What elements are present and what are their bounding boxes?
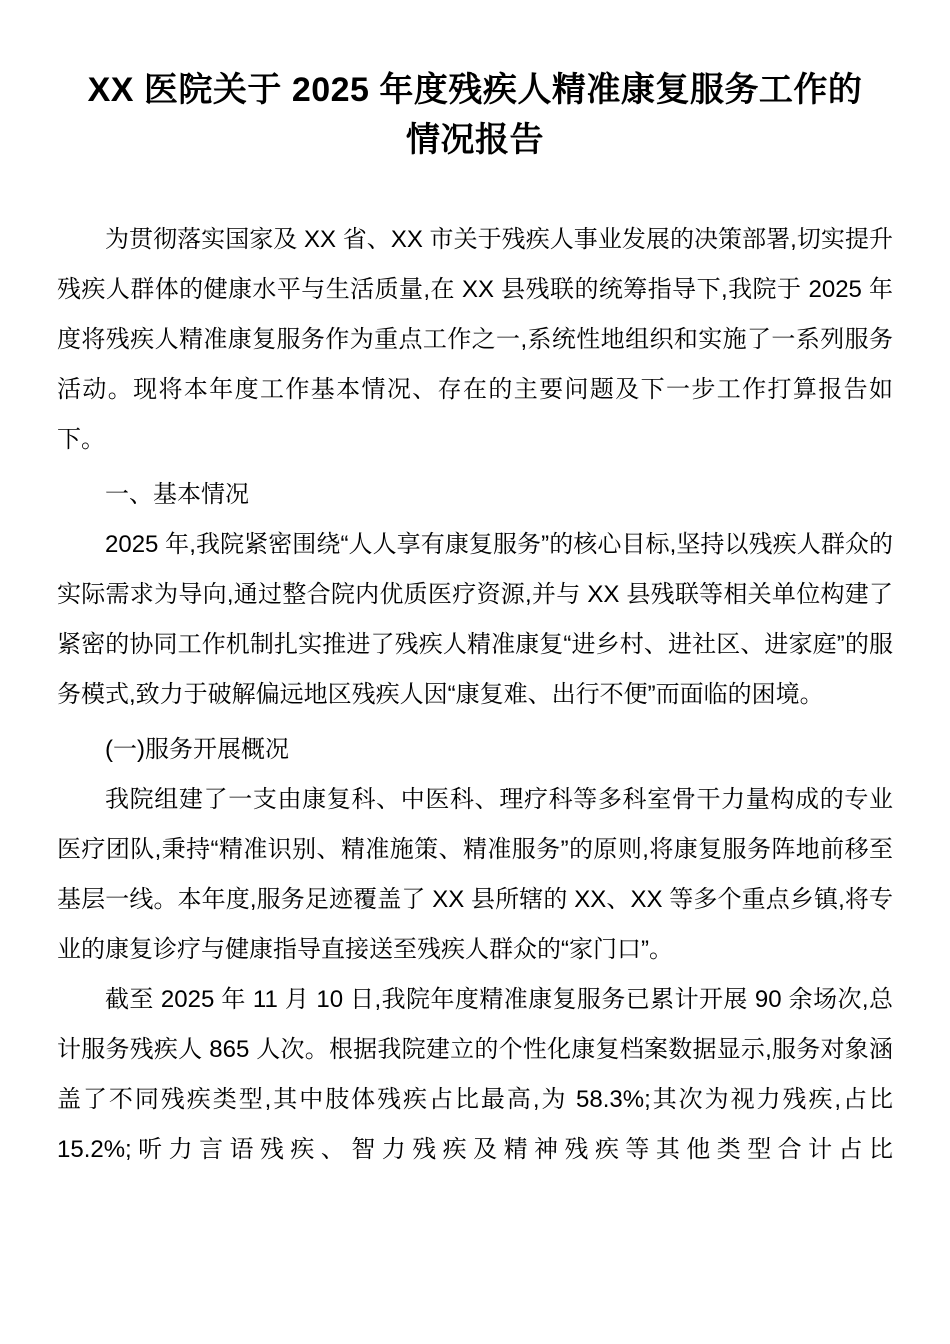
document-title: XX 医院关于 2025 年度残疾人精准康复服务工作的情况报告 bbox=[87, 71, 863, 159]
subsection-heading-service-overview: (一)服务开展概况 bbox=[105, 736, 289, 763]
paragraph-team-coverage: 我院组建了一支由康复科、中医科、理疗科等多科室骨干力量构成的专业医疗团队,秉持“精准识别、精准施策、精准服务”的原则,将康复服务阵地前移至基层一线。本年度,服务足迹覆盖了 XX 县所辖的 XX、XX 等多个重点乡镇,将专业的康复诊疗与健康指导直接送至残疾人群众的“家门口”。 bbox=[57, 786, 893, 963]
paragraph-intro: 为贯彻落实国家及 XX 省、XX 市关于残疾人事业发展的决策部署,切实提升残疾人群体的健康水平与生活质量,在 XX 县残联的统筹指导下,我院于 2025 年度将残疾人精准康复服务作为重点工作之一,系统性地组织和实施了一系列服务活动。现将本年度工作基本情况、存在的主要问题及下一步工作打算报告如下。 bbox=[57, 226, 893, 453]
paragraph-service-statistics: 截至 2025 年 11 月 10 日,我院年度精准康复服务已累计开展 90 余场次,总计服务残疾人 865 人次。根据我院建立的个性化康复档案数据显示,服务对象涵盖了不同残疾类型,其中肢体残疾占比最高,为 58.3%;其次为视力残疾,占比 15.2%;听力言语残疾、智力残疾及精神残疾等其他类型合计占比 bbox=[57, 986, 893, 1163]
paragraph-core-goal: 2025 年,我院紧密围绕“人人享有康复服务”的核心目标,坚持以残疾人群众的实际需求为导向,通过整合院内优质医疗资源,并与 XX 县残联等相关单位构建了紧密的协同工作机制扎实推进了残疾人精准康复“进乡村、进社区、进家庭”的服务模式,致力于破解偏远地区残疾人因“康复难、出行不便”而面临的困境。 bbox=[57, 531, 893, 708]
section-heading-basic-situation: 一、基本情况 bbox=[105, 481, 249, 508]
